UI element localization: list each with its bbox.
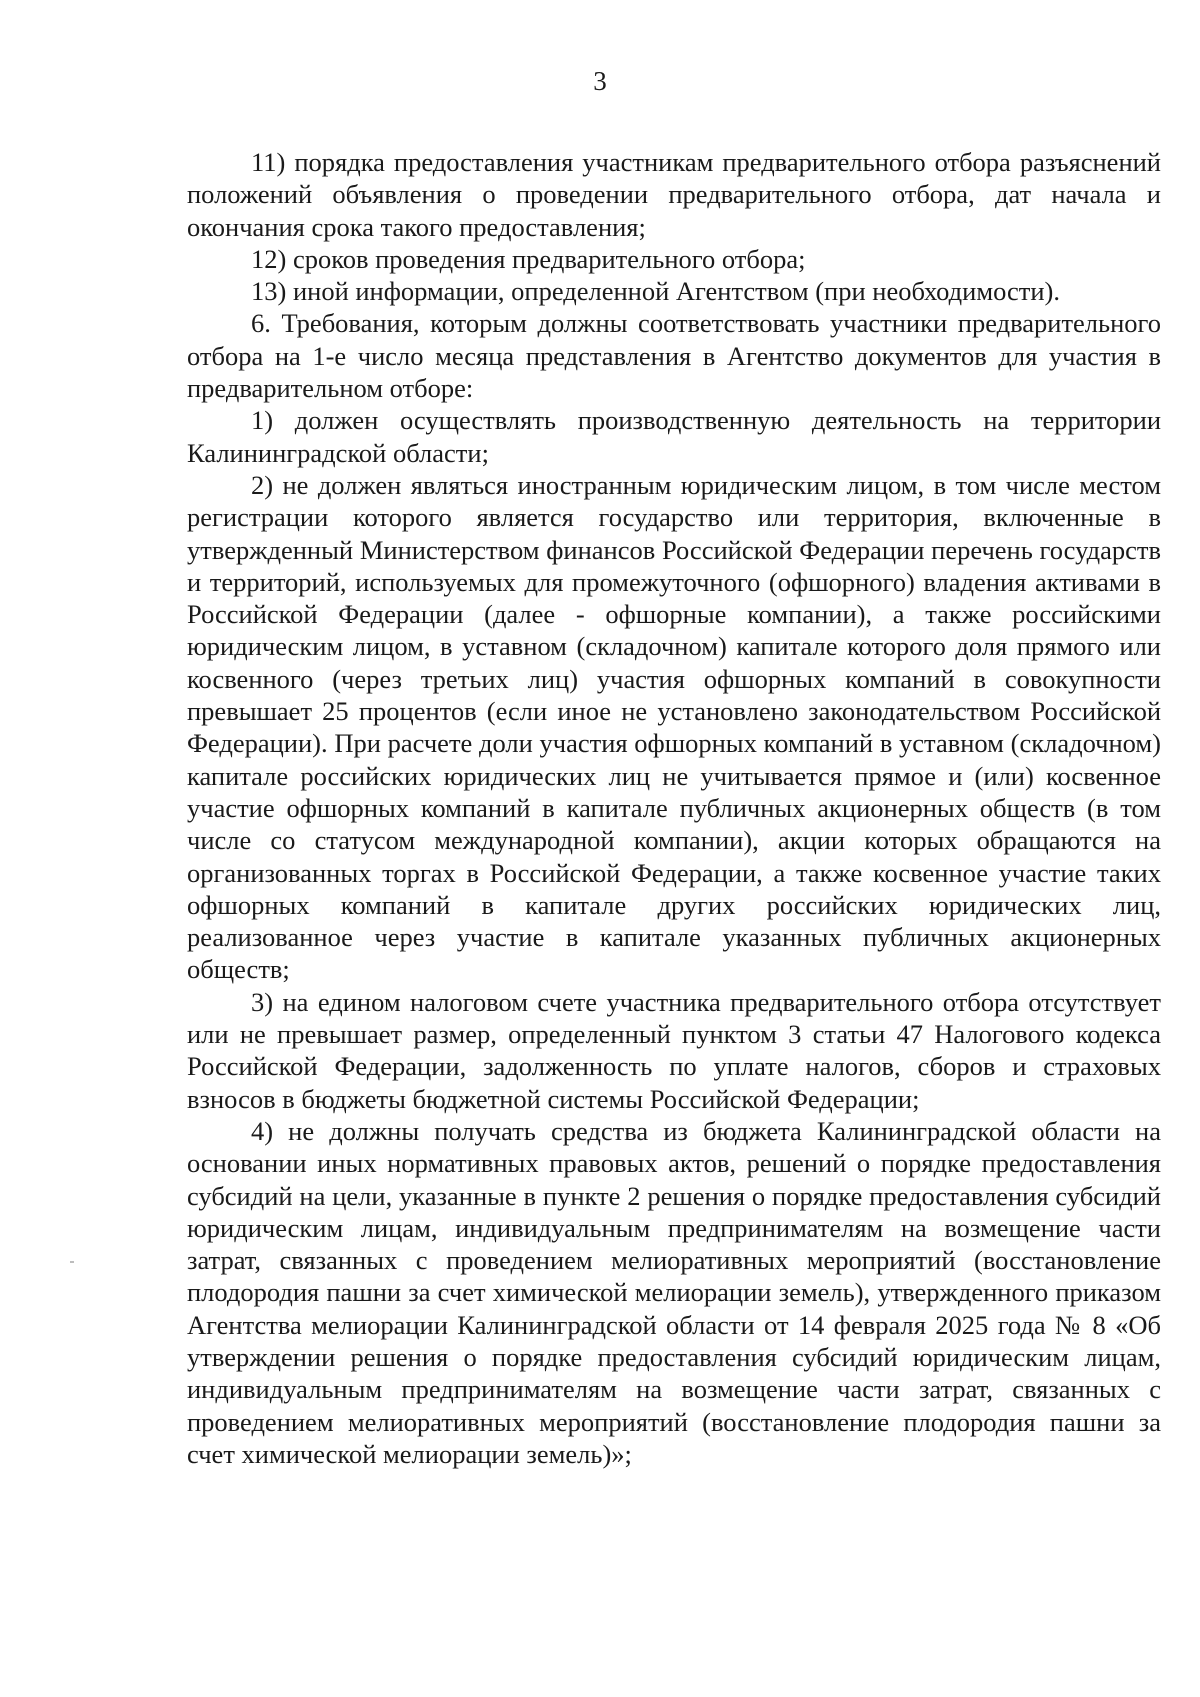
document-body <box>187 146 1161 1470</box>
paragraph-section-6: 6. Требования, которым должны соответствовать участники предварительного отбора на 1-е число месяца представления в Агентство документов для участия в предварительном отборе: <box>187 308 1161 404</box>
paragraph-item-11: 11) порядка предоставления участникам предварительного отбора разъяснений положений объявления о проведении предварительного отбора, дат начала и окончания срока такого предоставления; <box>187 147 1161 242</box>
paragraph-requirement-1: 1) должен осуществлять производственную деятельность на территории Калининградской области; <box>187 405 1161 468</box>
paragraph-requirement-4: 4) не должны получать средства из бюджета Калининградской области на основании иных нормативных правовых актов, решений о порядке предоставления субсидий на цели, указанные в пункте 2 решения о порядке предоставления субсидий юридическим лицам, индивидуальным предпринимателям на возмещение части затрат, связанных с проведением мелиоративных мероприятий (восстановление плодородия пашни за счет химической мелиорации земель), утвержденного приказом Агентства мелиорации Калининградской области от 14 февраля 2025 года № 8 «Об утверждении решения о порядке предоставления субсидий юридическим лицам, индивидуальным предпринимателям на возмещение части затрат, связанных с проведением мелиоративных мероприятий (восстановление плодородия пашни за счет химической мелиорации земель)»; <box>187 1115 1161 1469</box>
scan-margin-mark <box>70 1261 74 1263</box>
paragraph-item-13: 13) иной информации, определенной Агентством (при необходимости). <box>251 276 1060 307</box>
paragraph-requirement-2: 2) не должен являться иностранным юридическим лицом, в том числе местом регистрации которого является государство или территория, включенные в утвержденный Министерством финансов Российской Федерации перечень государств и территорий, используемых для промежуточного (офшорного) владения активами в Российской Федерации (далее - офшорные компании), а также российскими юридическим лицом, в уставном (складочном) капитале которого доля прямого или косвенного (через третьих лиц) участия офшорных компаний в совокупности превышает 25 процентов (если иное не установлено законодательством Российской Федерации). При расчете доли участия офшорных компаний в уставном (складочном) капитале российских юридических лиц не учитывается прямое и (или) косвенное участие офшорных компаний в капитале публичных акционерных обществ (в том числе со статусом международной компании), акции которых обращаются на организованных торгах в Российской Федерации, а также косвенное участие таких офшорных компаний в капитале других российских юридических лиц, реализованное через участие в капитале указанных публичных акционерных обществ; <box>187 469 1161 985</box>
page-number: 3 <box>593 66 607 96</box>
paragraph-requirement-3: 3) на едином налоговом счете участника предварительного отбора отсутствует или не превышает размер, определенный пунктом 3 статьи 47 Налогового кодекса Российской Федерации, задолженность по уплате налогов, сборов и страховых взносов в бюджеты бюджетной системы Российской Федерации; <box>187 986 1161 1114</box>
paragraph-item-12: 12) сроков проведения предварительного отбора; <box>251 243 806 274</box>
